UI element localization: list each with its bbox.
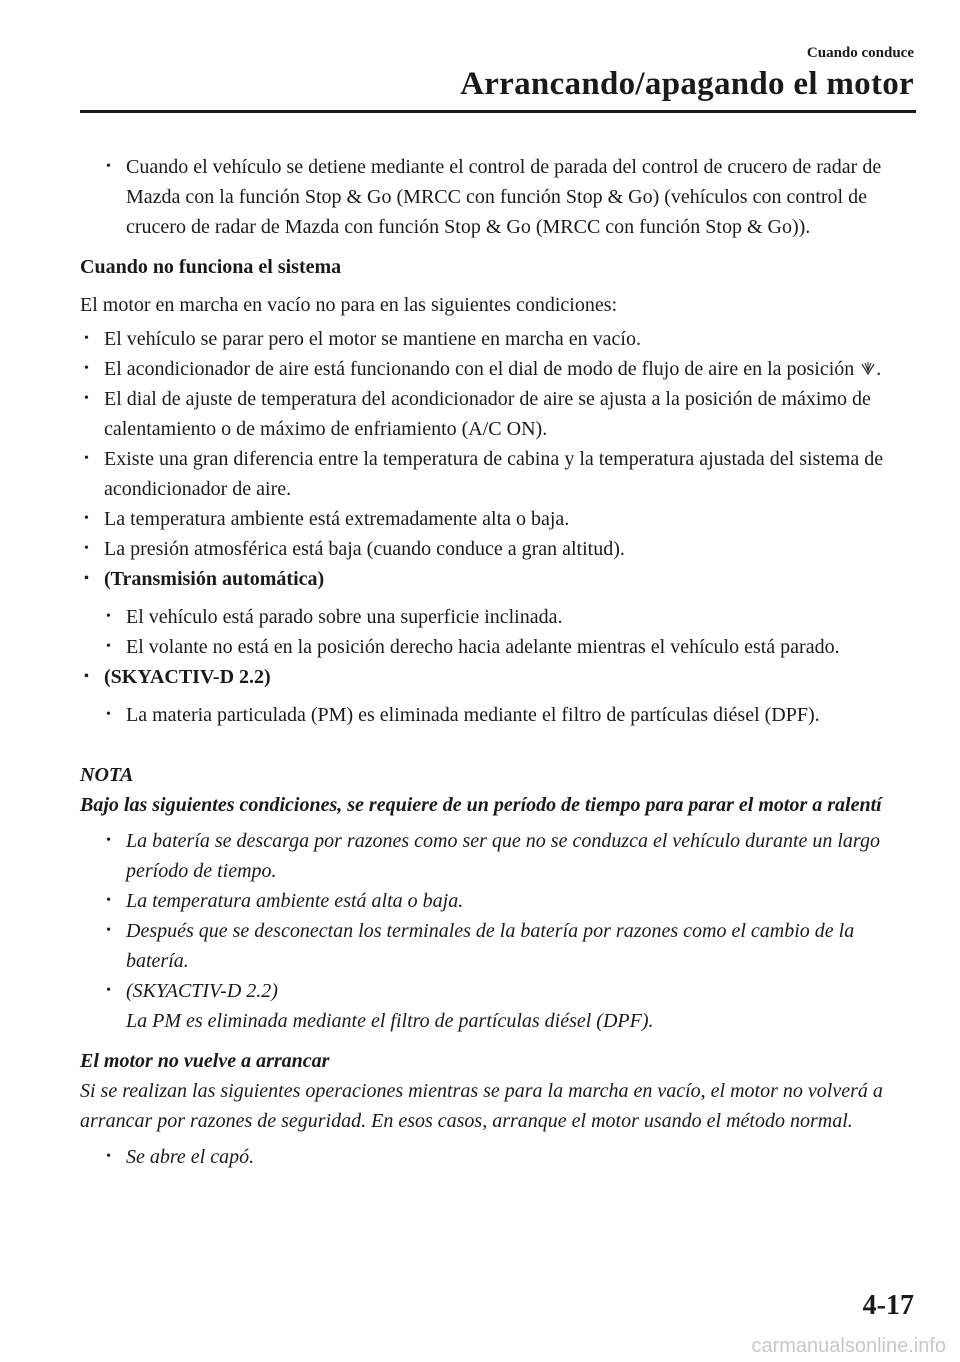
list-item: • Se abre el capó. xyxy=(102,1142,910,1172)
list-item: • El volante no está en la posición derecho hacia adelante mientras el vehículo está parado. xyxy=(102,632,910,662)
list-item: • Existe una gran diferencia entre la temperatura de cabina y la temperatura ajustada del sistema de acondicionador de aire. xyxy=(80,444,910,504)
list-item-suffix: . xyxy=(876,358,882,380)
list-item: • Después que se desconectan los terminales de la batería por razones como el cambio de la batería. xyxy=(102,916,910,976)
paragraph: Si se realizan las siguientes operaciones mientras se para la marcha en vacío, el motor no volverá a arrancar por razones de seguridad. En esos casos, arranque el motor usando el método normal. xyxy=(80,1080,883,1132)
list-item: • El dial de ajuste de temperatura del acondicionador de aire se ajusta a la posición de máximo de calentamiento o de máximo de enfriamiento (A/C ON). xyxy=(80,384,910,444)
section-title: Cuando conduce xyxy=(806,45,914,61)
defrost-airflow-icon xyxy=(860,361,876,377)
list-item: • La temperatura ambiente está alta o baja. xyxy=(102,886,910,916)
watermark: carmanualsonline.info xyxy=(751,1335,946,1357)
section-heading: Cuando no funciona el sistema xyxy=(80,256,342,278)
list-item-diesel-label: • (SKYACTIV-D 2.2) xyxy=(80,662,910,692)
list-item: • El vehículo está parado sobre una superficie inclinada. xyxy=(102,602,910,632)
nota-diesel-label: (SKYACTIV-D 2.2) xyxy=(126,980,278,1002)
list-item: • La temperatura ambiente está extremadamente alta o baja. xyxy=(80,504,910,534)
section-heading: El motor no vuelve a arrancar xyxy=(80,1050,330,1072)
nota-diesel-text: La PM es eliminada mediante el filtro de partículas diésel (DPF). xyxy=(126,1010,654,1032)
list-item-auto-label: • (Transmisión automática) xyxy=(80,564,910,594)
list-item: • El vehículo se parar pero el motor se mantiene en marcha en vacío. xyxy=(80,324,910,354)
diesel-sublist xyxy=(80,700,910,730)
list-item: • La materia particulada (PM) es eliminada mediante el filtro de partículas diésel (DPF). xyxy=(102,700,910,730)
list-item: • La presión atmosférica está baja (cuando conduce a gran altitud). xyxy=(80,534,910,564)
nota-list xyxy=(80,826,910,1036)
nota-heading: Bajo las siguientes condiciones, se requiere de un período de tiempo para parar el motor a ralentí xyxy=(80,794,882,816)
nota-label: NOTA xyxy=(80,764,134,786)
paragraph: El motor en marcha en vacío no para en las siguientes condiciones: xyxy=(80,294,618,316)
list-item xyxy=(102,976,910,1036)
header-rule xyxy=(80,110,916,113)
list-item-text: El acondicionador de aire está funcionando con el dial de modo de flujo de aire en la posición xyxy=(104,358,855,380)
page-content xyxy=(80,152,910,1172)
list-item: • Cuando el vehículo se detiene mediante el control de parada del control de crucero de radar de Mazda con la función Stop & Go (MRCC con función Stop & Go) (vehículos con control de crucero de radar de Mazda con función Stop & Go (MRCC con función Stop & Go)). xyxy=(102,152,910,242)
list-item xyxy=(80,354,910,384)
page-number: 4-17 xyxy=(862,1290,914,1321)
page-header xyxy=(460,44,914,104)
auto-sublist xyxy=(80,602,910,662)
page-title: Arrancando/apagando el motor xyxy=(460,66,914,102)
list-item: • La batería se descarga por razones como ser que no se conduzca el vehículo durante un largo período de tiempo. xyxy=(102,826,910,886)
